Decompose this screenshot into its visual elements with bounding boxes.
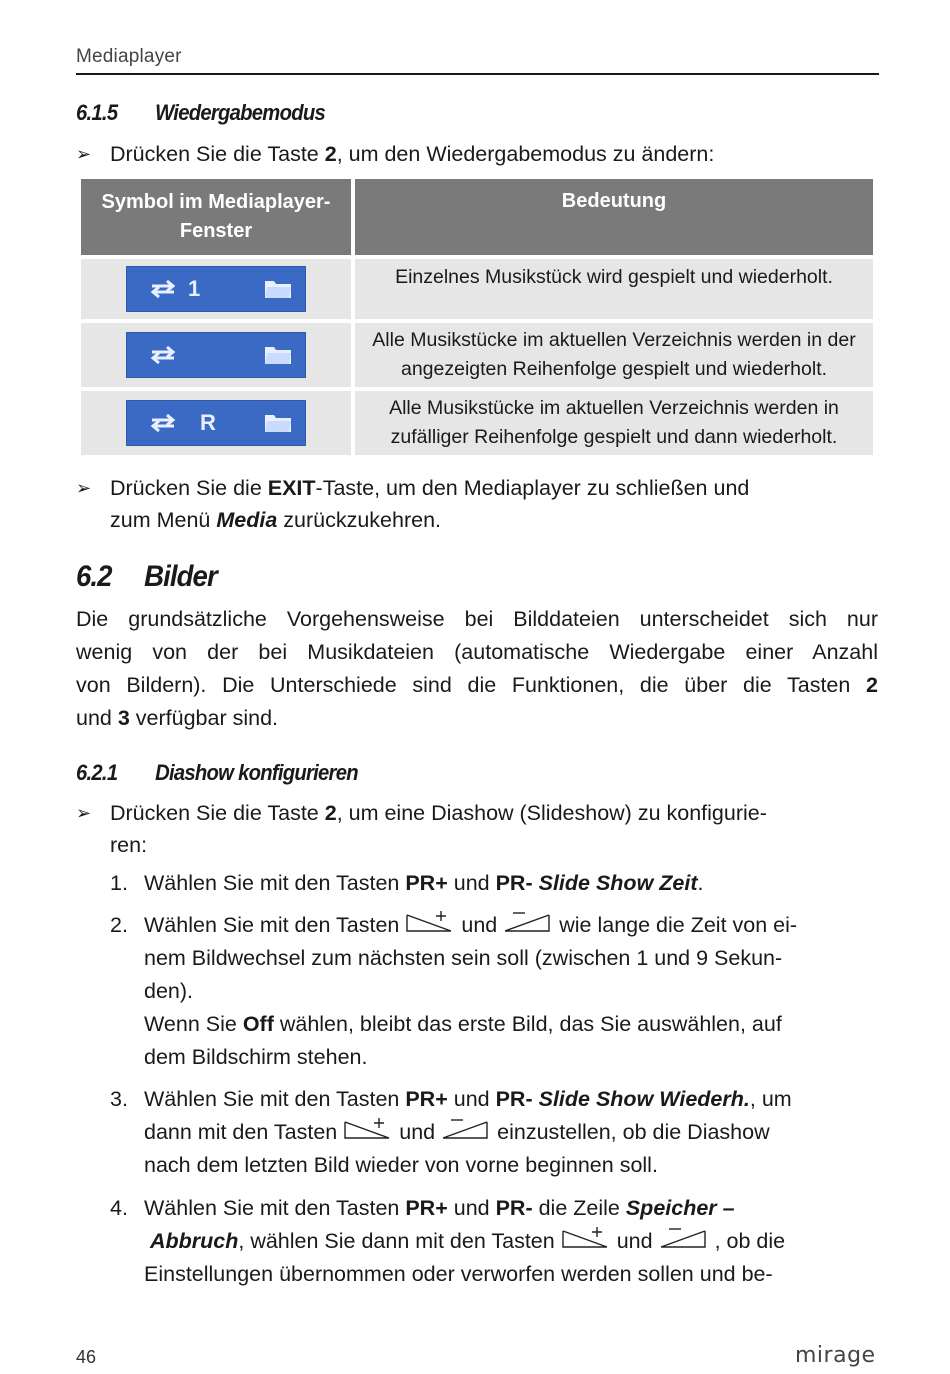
folder-icon [264, 411, 292, 433]
arrow-bullet-icon: ➢ [76, 803, 92, 823]
folder-icon [264, 277, 292, 299]
table-row [81, 323, 873, 387]
section-title: Diashow konfigurieren [155, 760, 358, 785]
section-number: 6.1.5 [76, 100, 118, 125]
repeat-icon [146, 411, 180, 435]
mirage-logo: mirage [795, 1343, 876, 1368]
volume-down-key-icon [441, 1116, 491, 1142]
section-heading-6-1-5 [76, 100, 325, 126]
meaning-cell: Alle Musikstücke im aktuellen Verzeichnis werden in zufälliger Reihenfolge gespielt und dann wiederholt. [355, 391, 873, 455]
section-heading-6-2-1 [76, 760, 358, 786]
volume-up-key-icon [343, 1116, 393, 1142]
meaning-cell: Alle Musikstücke im aktuellen Verzeichnis werden in der angezeigten Reihenfolge gespielt und wiederholt. [355, 323, 873, 387]
section-title: Bilder [144, 560, 217, 593]
repeat-icon [146, 343, 180, 367]
mediaplayer-mode-bar [126, 266, 306, 312]
section-number: 6.2 [76, 560, 112, 593]
table-header-symbol: Symbol im Mediaplayer-Fenster [81, 179, 351, 255]
playback-mode-table [77, 175, 877, 459]
volume-down-key-icon [659, 1225, 709, 1251]
section-paragraph: Die grundsätzliche Vorgehensweise bei Bilddateien unterscheidet sich nur wenig von der bei Musikdateien (automatische Wiedergabe einer Anzahl von Bildern). Die Unterschiede sind die Funktionen, die über die Tasten 2 und 3 verfügbar sind. [76, 607, 878, 730]
page-number: 46 [76, 1347, 97, 1367]
volume-down-key-icon [503, 909, 553, 935]
table-header-meaning: Bedeutung [355, 179, 873, 255]
symbol-cell [81, 323, 351, 387]
meaning-cell: Einzelnes Musikstück wird gespielt und wiederholt. [355, 259, 873, 319]
volume-up-key-icon [561, 1225, 611, 1251]
section-heading-6-2 [76, 560, 217, 594]
symbol-cell [81, 259, 351, 319]
folder-icon [264, 343, 292, 365]
arrow-bullet-icon: ➢ [76, 478, 92, 498]
mediaplayer-mode-bar [126, 332, 306, 378]
header-rule [76, 73, 879, 75]
volume-up-key-icon [405, 909, 455, 935]
section-number: 6.2.1 [76, 760, 118, 785]
running-header: Mediaplayer [76, 46, 182, 67]
table-row [81, 259, 873, 319]
mediaplayer-mode-bar [126, 400, 306, 446]
repeat-icon [146, 277, 180, 301]
arrow-bullet-icon: ➢ [76, 144, 92, 164]
mode-label: R [200, 410, 216, 435]
symbol-cell [81, 391, 351, 455]
table-row [81, 391, 873, 455]
section-title: Wiedergabemodus [155, 100, 325, 125]
mode-label: 1 [188, 276, 201, 301]
